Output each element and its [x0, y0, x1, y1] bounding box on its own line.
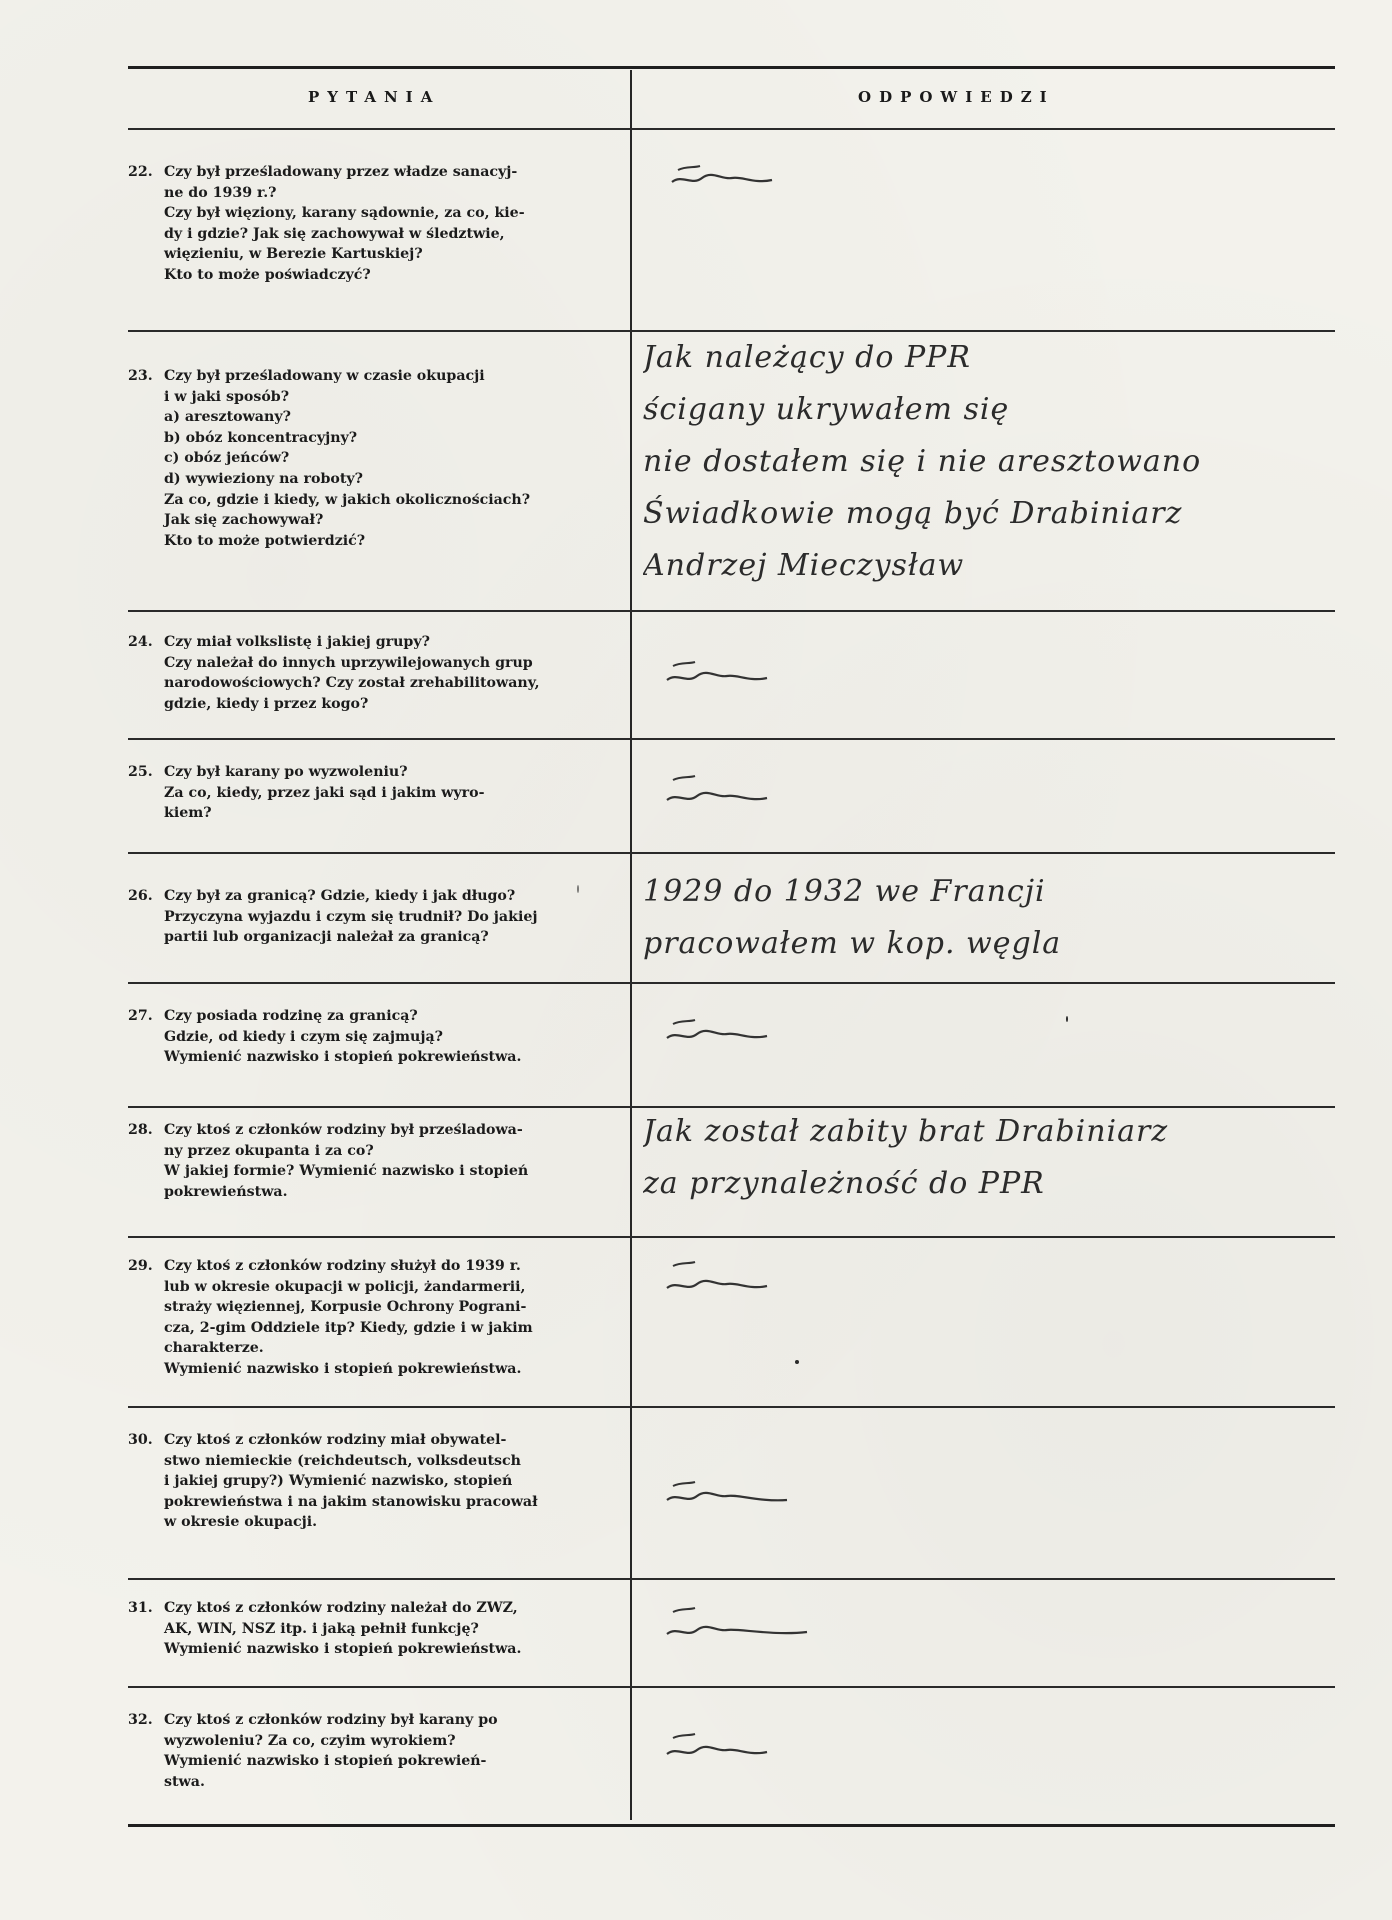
answer-32-nie-mark [663, 1728, 783, 1768]
question-31: 31. Czy ktoś z członków rodziny należał do ZWZ, AK, WIN, NSZ itp. i jaką pełnił funkcję? Wymienić nazwisko i stopień pokrewieństwa. [128, 1600, 522, 1658]
row-divider-28 [128, 1236, 1335, 1238]
row-divider-29 [128, 1406, 1335, 1408]
answer-28-handwriting: Jak został zabity brat Drabiniarz za przynależność do PPR [643, 1114, 1169, 1201]
row-divider-25 [128, 852, 1335, 854]
question-27: 27. Czy posiada rodzinę za granicą? Gdzie, od kiedy i czym się zajmują? Wymienić nazwisko i stopień pokrewieństwa. [128, 1008, 522, 1066]
header-divider [128, 128, 1335, 130]
scan-speck [1066, 1016, 1068, 1022]
answer-22-nie-mark [668, 156, 788, 196]
scan-speck [795, 1360, 799, 1364]
question-26: 26. Czy był za granicą? Gdzie, kiedy i jak długo? Przyczyna wyjazdu i czym się trudnił? Do jakiej partii lub organizacji należał za granicą? [128, 888, 538, 946]
table-top-border [128, 66, 1335, 69]
answers-column-header: ODPOWIEDZI [858, 88, 1055, 106]
scan-speck [577, 885, 579, 893]
questions-column-header: PYTANIA [308, 88, 441, 106]
row-divider-26 [128, 982, 1335, 984]
row-divider-31 [128, 1686, 1335, 1688]
answer-30-nie-mark [663, 1466, 803, 1516]
question-24: 24. Czy miał volkslistę i jakiej grupy? Czy należał do innych uprzywilejowanych grup narodowościowych? Czy został zrehabilitowany, gdzie, kiedy i przez kogo? [128, 634, 540, 712]
question-22: 22. Czy był prześladowany przez władze sanacyj- ne do 1939 r.? Czy był więziony, karany sądownie, za co, kie- dy i gdzie? Jak się zachowywał w śledztwie, więzieniu, w Berezie Kartuskiej? Kto to może poświadczyć? [128, 164, 525, 283]
question-25: 25. Czy był karany po wyzwoleniu? Za co, kiedy, przez jaki sąd i jakim wyro- kiem? [128, 764, 485, 822]
question-28: 28. Czy ktoś z członków rodziny był prześladowa- ny przez okupanta i za co? W jakiej formie? Wymienić nazwisko i stopień pokrewieństwa. [128, 1122, 529, 1200]
question-30: 30. Czy ktoś z członków rodziny miał obywatel- stwo niemieckie (reichdeutsch, volksdeutsch i jakiej grupy?) Wymienić nazwisko, stopień pokrewieństwa i na jakim stanowisku pracował w okresie okupacji. [128, 1432, 538, 1531]
answer-25-nie-mark [663, 766, 783, 816]
answer-31-nie-mark [663, 1600, 823, 1650]
questionnaire-form [128, 66, 1335, 1830]
question-29: 29. Czy ktoś z członków rodziny służył do 1939 r. lub w okresie okupacji w policji, żandarmerii, straży więziennej, Korpusie Ochrony Pograni- cza, 2-gim Oddziele itp? Kiedy, gdzie i w jakim charakterze. Wymienić nazwisko i stopień pokrewieństwa. [128, 1258, 533, 1377]
table-bottom-border [128, 1824, 1335, 1827]
row-divider-30 [128, 1578, 1335, 1580]
answer-29-nie-mark [663, 1254, 783, 1304]
answer-23-handwriting: Jak należący do PPR ścigany ukrywałem się nie dostałem się i nie aresztowano Świadkowie mogą być Drabiniarz Andrzej Mieczysław [643, 340, 1202, 583]
answer-26-handwriting: 1929 do 1932 we Francji pracowałem w kop. węgla [643, 874, 1062, 961]
question-23: 23. Czy był prześladowany w czasie okupacji i w jaki sposób? a) aresztowany? b) obóz koncentracyjny? c) obóz jeńców? d) wywieziony na roboty? Za co, gdzie i kiedy, w jakich okolicznościach? Jak się zachowywał? Kto to może potwierdzić? [128, 368, 531, 549]
answer-27-nie-mark [663, 1012, 783, 1052]
row-divider-23 [128, 610, 1335, 612]
row-divider-24 [128, 738, 1335, 740]
column-divider [630, 70, 632, 1820]
answer-24-nie-mark [663, 656, 783, 696]
question-32: 32. Czy ktoś z członków rodziny był karany po wyzwoleniu? Za co, czyim wyrokiem? Wymienić nazwisko i stopień pokrewień- stwa. [128, 1712, 498, 1790]
